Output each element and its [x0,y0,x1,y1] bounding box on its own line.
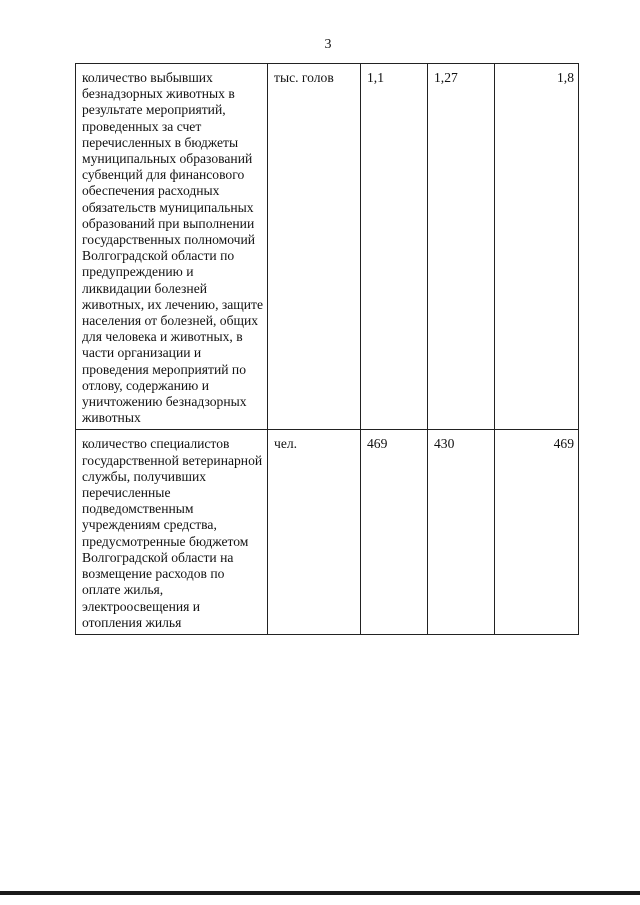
indicator-description: количество выбывших безнадзорных животных в результате мероприятий, проведенных за счет перечисленных в бюджеты муниципальных образований субвенций для финансового обеспечения расходных обязательств муниципальных образований при выполнении государственных полномочий Волгоградской области по предупреждению и ликвидации болезней животных, их лечению, защите населения от болезней, общих для человека и животных, в части организации и проведения мероприятий по отлову, содержанию и уничтожению безнадзорных животных [76,64,268,430]
unit-cell: тыс. голов [268,64,361,430]
scan-edge-bar [0,891,640,895]
value-cell-3: 469 [495,430,579,634]
value-cell-2: 1,27 [428,64,495,430]
value-cell-1: 1,1 [361,64,428,430]
table-row [76,430,579,634]
value-cell-3: 1,8 [495,64,579,430]
value-cell-2: 430 [428,430,495,634]
unit-cell: чел. [268,430,361,634]
table-row [76,64,579,430]
indicator-description: количество специалистов государственной ветеринарной службы, получивших перечисленные подведомственным учреждениям средства, предусмотренные бюджетом Волгоградской области на возмещение расходов по оплате жилья, электроосвещения и отопления жилья [76,430,268,634]
page-number: 3 [324,37,332,52]
value-cell-1: 469 [361,430,428,634]
indicators-table [75,63,579,635]
